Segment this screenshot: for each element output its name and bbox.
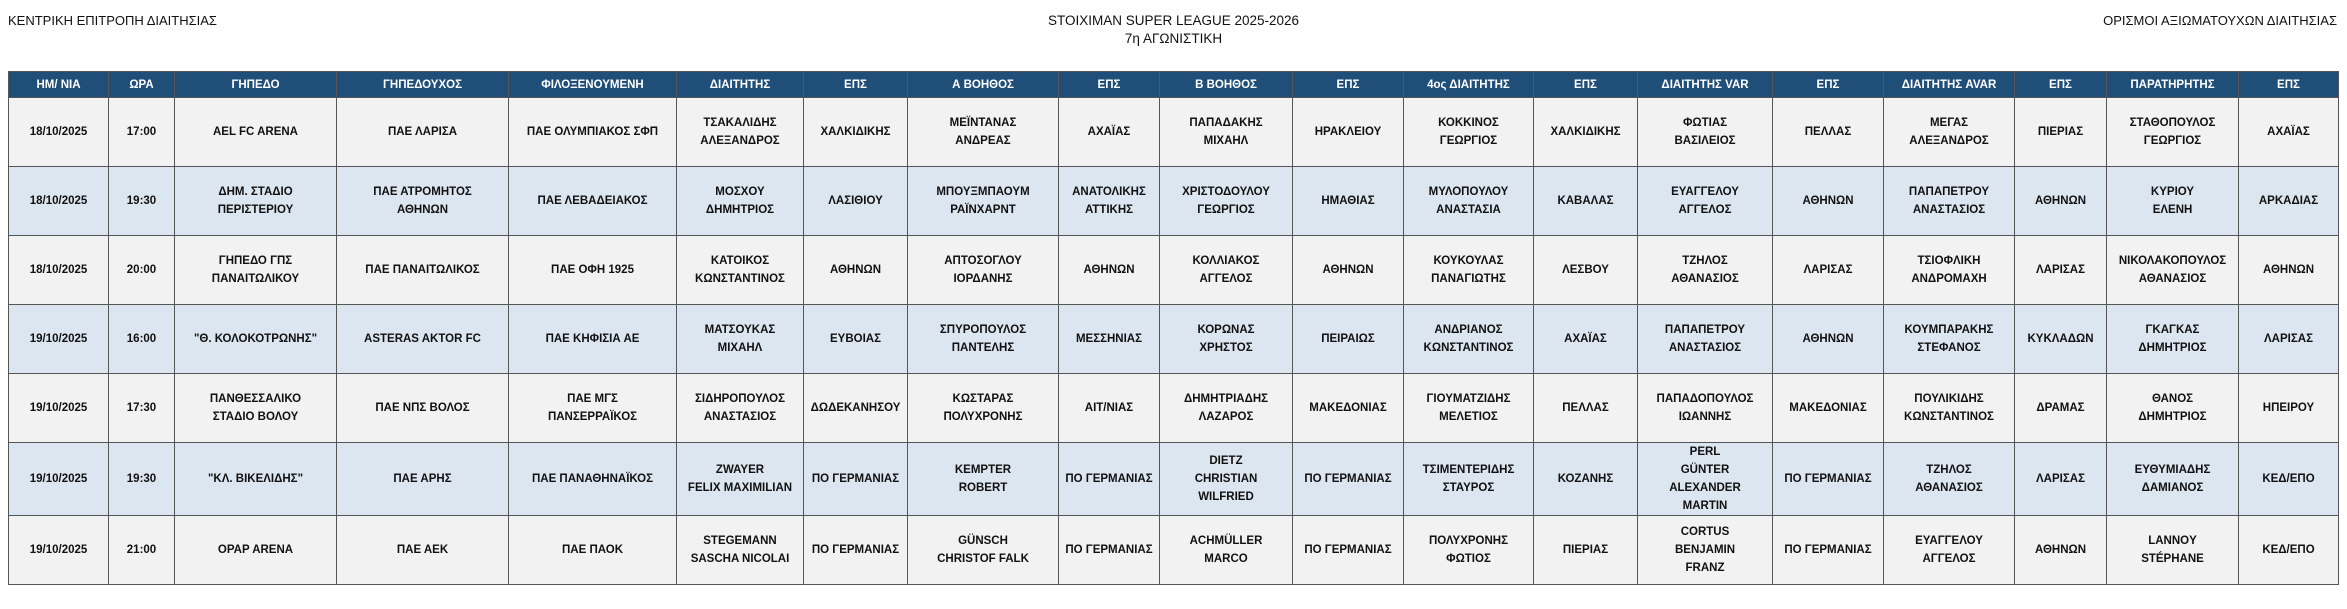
table-cell: ΛΑΡΙΣΑΣ xyxy=(1773,236,1884,305)
table-row xyxy=(9,236,2339,305)
table-cell: ΑΘΗΝΩΝ xyxy=(1773,167,1884,236)
table-cell: ΚΟΚΚΙΝΟΣ ΓΕΩΡΓΙΟΣ xyxy=(1404,98,1534,167)
table-cell: ΚΟΥΜΠΑΡΑΚΗΣ ΣΤΕΦΑΝΟΣ xyxy=(1884,305,2015,374)
table-cell: ΗΜΑΘΙΑΣ xyxy=(1293,167,1404,236)
table-cell: ΠΕΛΛΑΣ xyxy=(1534,374,1638,443)
table-cell: ΑΝΑΤΟΛΙΚΗΣ ΑΤΤΙΚΗΣ xyxy=(1059,167,1160,236)
table-cell: ΤΣΑΚΑΛΙΔΗΣ ΑΛΕΞΑΝΔΡΟΣ xyxy=(677,98,804,167)
table-cell: GÜNSCH CHRISTOF FALK xyxy=(908,516,1059,585)
table-cell: ΦΩΤΙΑΣ ΒΑΣΙΛΕΙΟΣ xyxy=(1638,98,1773,167)
table-cell: 19/10/2025 xyxy=(9,305,109,374)
table-cell: ΠΕΛΛΑΣ xyxy=(1773,98,1884,167)
table-cell: ΑΘΗΝΩΝ xyxy=(2239,236,2339,305)
table-cell: PERL GÜNTER ALEXANDER MARTIN xyxy=(1638,443,1773,516)
table-cell: 19:30 xyxy=(109,443,175,516)
table-cell: ΠΟ ΓΕΡΜΑΝΙΑΣ xyxy=(1059,516,1160,585)
table-cell: ΘΑΝΟΣ ΔΗΜΗΤΡΙΟΣ xyxy=(2107,374,2239,443)
table-cell: ΓΗΠΕΔΟ ΓΠΣ ΠΑΝΑΙΤΩΛΙΚΟΥ xyxy=(175,236,337,305)
league-title: STOIXIMAN SUPER LEAGUE 2025-2026 xyxy=(1047,13,1300,28)
table-cell: ΧΑΛΚΙΔΙΚΗΣ xyxy=(1534,98,1638,167)
column-header: ΗΜ/ ΝΙΑ xyxy=(9,72,109,98)
table-cell: ΤΖΗΛΟΣ ΑΘΑΝΑΣΙΟΣ xyxy=(1884,443,2015,516)
table-cell: ΜΕΪΝΤΑΝΑΣ ΑΝΔΡΕΑΣ xyxy=(908,98,1059,167)
table-row xyxy=(9,443,2339,516)
table-cell: 19/10/2025 xyxy=(9,516,109,585)
table-cell: ΑΙΤ/ΝΙΑΣ xyxy=(1059,374,1160,443)
column-header: ΕΠΣ xyxy=(1059,72,1160,98)
table-cell: KEMPTER ROBERT xyxy=(908,443,1059,516)
document-type-label: ΟΡΙΣΜΟΙ ΑΞΙΩΜΑΤΟΥΧΩΝ ΔΙΑΙΤΗΣΙΑΣ xyxy=(2103,13,2337,28)
table-cell: ACHMÜLLER MARCO xyxy=(1160,516,1293,585)
table-cell: 18/10/2025 xyxy=(9,98,109,167)
table-cell: ΠΑΕ ΑΤΡΟΜΗΤΟΣ ΑΘΗΝΩΝ xyxy=(337,167,509,236)
column-header: ΕΠΣ xyxy=(1773,72,1884,98)
table-cell: ΜΥΛΟΠΟΥΛΟΥ ΑΝΑΣΤΑΣΙΑ xyxy=(1404,167,1534,236)
table-cell: ΝΙΚΟΛΑΚΟΠΟΥΛΟΣ ΑΘΑΝΑΣΙΟΣ xyxy=(2107,236,2239,305)
table-cell: ΠΑΕ ΛΑΡΙΣΑ xyxy=(337,98,509,167)
table-cell: ΠΟ ΓΕΡΜΑΝΙΑΣ xyxy=(1773,516,1884,585)
table-cell: ΣΙΔΗΡΟΠΟΥΛΟΣ ΑΝΑΣΤΑΣΙΟΣ xyxy=(677,374,804,443)
table-cell: ΛΕΣΒΟΥ xyxy=(1534,236,1638,305)
column-header: ΓΗΠΕΔΟΥΧΟΣ xyxy=(337,72,509,98)
column-header: ΩΡΑ xyxy=(109,72,175,98)
table-cell: ΔΗΜΗΤΡΙΑΔΗΣ ΛΑΖΑΡΟΣ xyxy=(1160,374,1293,443)
table-cell: ΑΘΗΝΩΝ xyxy=(1293,236,1404,305)
table-cell: DIETZ CHRISTIAN WILFRIED xyxy=(1160,443,1293,516)
table-cell: ΚΟΡΩΝΑΣ ΧΡΗΣΤΟΣ xyxy=(1160,305,1293,374)
table-row xyxy=(9,98,2339,167)
table-cell: ΠΟ ΓΕΡΜΑΝΙΑΣ xyxy=(1059,443,1160,516)
table-cell: ΠΟ ΓΕΡΜΑΝΙΑΣ xyxy=(1293,443,1404,516)
table-cell: ΚΑΤΟΙΚΟΣ ΚΩΝΣΤΑΝΤΙΝΟΣ xyxy=(677,236,804,305)
table-cell: "ΚΛ. ΒΙΚΕΛΙΔΗΣ" xyxy=(175,443,337,516)
table-cell: ASTERAS AKTOR FC xyxy=(337,305,509,374)
column-header: ΔΙΑΙΤΗΤΗΣ VAR xyxy=(1638,72,1773,98)
table-cell: ΠΑΕ ΟΛΥΜΠΙΑΚΟΣ ΣΦΠ xyxy=(509,98,677,167)
table-cell: ΠΑΠΑΔΑΚΗΣ ΜΙΧΑΗΛ xyxy=(1160,98,1293,167)
table-cell: ΧΡΙΣΤΟΔΟΥΛΟΥ ΓΕΩΡΓΙΟΣ xyxy=(1160,167,1293,236)
table-cell: ΠΙΕΡΙΑΣ xyxy=(2015,98,2107,167)
table-cell: ΠΑΠΑΠΕΤΡΟΥ ΑΝΑΣΤΑΣΙΟΣ xyxy=(1884,167,2015,236)
page-title-block xyxy=(0,12,2347,48)
table-cell: ΔΡΑΜΑΣ xyxy=(2015,374,2107,443)
table-cell: ΗΠΕΙΡΟΥ xyxy=(2239,374,2339,443)
table-cell: ΔΩΔΕΚΑΝΗΣΟΥ xyxy=(804,374,908,443)
referee-assignments-table xyxy=(8,71,2339,585)
table-cell: ΑΘΗΝΩΝ xyxy=(2015,516,2107,585)
table-cell: ΑΘΗΝΩΝ xyxy=(2015,167,2107,236)
table-cell: ΗΡΑΚΛΕΙΟΥ xyxy=(1293,98,1404,167)
table-row xyxy=(9,305,2339,374)
matchday-subtitle: 7η ΑΓΩΝΙΣΤΙΚΗ xyxy=(1124,31,1223,46)
table-row xyxy=(9,167,2339,236)
table-cell: ΠΙΕΡΙΑΣ xyxy=(1534,516,1638,585)
table-row xyxy=(9,516,2339,585)
table-cell: ΑΧΑΪΑΣ xyxy=(1059,98,1160,167)
table-cell: ΠΟ ΓΕΡΜΑΝΙΑΣ xyxy=(1293,516,1404,585)
table-cell: ΠΑΕ ΠΑΝΑΙΤΩΛΙΚΟΣ xyxy=(337,236,509,305)
table-cell: 19/10/2025 xyxy=(9,443,109,516)
table-cell: 16:00 xyxy=(109,305,175,374)
table-cell: ΠΑΕ ΟΦΗ 1925 xyxy=(509,236,677,305)
table-cell: ΚΕΔ/ΕΠΟ xyxy=(2239,516,2339,585)
table-cell: ΚΟΖΑΝΗΣ xyxy=(1534,443,1638,516)
table-cell: ΚΟΥΚΟΥΛΑΣ ΠΑΝΑΓΙΩΤΗΣ xyxy=(1404,236,1534,305)
table-cell: ΠΟ ΓΕΡΜΑΝΙΑΣ xyxy=(1773,443,1884,516)
table-cell: 20:00 xyxy=(109,236,175,305)
table-cell: ΑΘΗΝΩΝ xyxy=(1059,236,1160,305)
table-cell: ΠΕΙΡΑΙΩΣ xyxy=(1293,305,1404,374)
column-header: ΠΑΡΑΤΗΡΗΤΗΣ xyxy=(2107,72,2239,98)
table-cell: ΕΥΒΟΙΑΣ xyxy=(804,305,908,374)
table-cell: "Θ. ΚΟΛΟΚΟΤΡΩΝΗΣ" xyxy=(175,305,337,374)
table-cell: ΜΕΓΑΣ ΑΛΕΞΑΝΔΡΟΣ xyxy=(1884,98,2015,167)
column-header: ΕΠΣ xyxy=(2015,72,2107,98)
table-cell: ΓΚΑΓΚΑΣ ΔΗΜΗΤΡΙΟΣ xyxy=(2107,305,2239,374)
table-cell: ΚΩΣΤΑΡΑΣ ΠΟΛΥΧΡΟΝΗΣ xyxy=(908,374,1059,443)
table-cell: ΚΟΛΛΙΑΚΟΣ ΑΓΓΕΛΟΣ xyxy=(1160,236,1293,305)
column-header: ΕΠΣ xyxy=(2239,72,2339,98)
table-cell: ΚΑΒΑΛΑΣ xyxy=(1534,167,1638,236)
committee-label: ΚΕΝΤΡΙΚΗ ΕΠΙΤΡΟΠΗ ΔΙΑΙΤΗΣΙΑΣ xyxy=(8,13,217,28)
table-cell: ΚΥΚΛΑΔΩΝ xyxy=(2015,305,2107,374)
table-cell: ΣΤΑΘΟΠΟΥΛΟΣ ΓΕΩΡΓΙΟΣ xyxy=(2107,98,2239,167)
table-cell: ΑΠΤΟΣΟΓΛΟΥ ΙΟΡΔΑΝΗΣ xyxy=(908,236,1059,305)
table-cell: ΤΣΙΜΕΝΤΕΡΙΔΗΣ ΣΤΑΥΡΟΣ xyxy=(1404,443,1534,516)
column-header: Β ΒΟΗΘΟΣ xyxy=(1160,72,1293,98)
table-cell: ΠΑΝΘΕΣΣΑΛΙΚΟ ΣΤΑΔΙΟ ΒΟΛΟΥ xyxy=(175,374,337,443)
table-cell: OPAP ARENA xyxy=(175,516,337,585)
table-cell: ΑΧΑΪΑΣ xyxy=(2239,98,2339,167)
table-cell: AEL FC ARENA xyxy=(175,98,337,167)
table-cell: ΠΟΥΛΙΚΙΔΗΣ ΚΩΝΣΤΑΝΤΙΝΟΣ xyxy=(1884,374,2015,443)
table-cell: 19:30 xyxy=(109,167,175,236)
table-cell: ΧΑΛΚΙΔΙΚΗΣ xyxy=(804,98,908,167)
table-cell: ΑΧΑΪΑΣ xyxy=(1534,305,1638,374)
table-body xyxy=(9,98,2339,585)
column-header: ΔΙΑΙΤΗΤΗΣ AVAR xyxy=(1884,72,2015,98)
table-cell: ΣΠΥΡΟΠΟΥΛΟΣ ΠΑΝΤΕΛΗΣ xyxy=(908,305,1059,374)
table-cell: ΠΑΕ ΜΓΣ ΠΑΝΣΕΡΡΑΪΚΟΣ xyxy=(509,374,677,443)
table-row xyxy=(9,374,2339,443)
table-cell: ΠΟ ΓΕΡΜΑΝΙΑΣ xyxy=(804,443,908,516)
column-header: ΕΠΣ xyxy=(1534,72,1638,98)
table-cell: ΛΑΣΙΘΙΟΥ xyxy=(804,167,908,236)
table-cell: ΠΑΠΑΔΟΠΟΥΛΟΣ ΙΩΑΝΝΗΣ xyxy=(1638,374,1773,443)
table-cell: 19/10/2025 xyxy=(9,374,109,443)
column-header: Α ΒΟΗΘΟΣ xyxy=(908,72,1059,98)
table-cell: STEGEMANN SASCHA NICOLAI xyxy=(677,516,804,585)
table-cell: ΠΑΠΑΠΕΤΡΟΥ ΑΝΑΣΤΑΣΙΟΣ xyxy=(1638,305,1773,374)
table-cell: ΠΑΕ ΛΕΒΑΔΕΙΑΚΟΣ xyxy=(509,167,677,236)
table-cell: 18/10/2025 xyxy=(9,167,109,236)
table-cell: ΠΑΕ ΑΡΗΣ xyxy=(337,443,509,516)
table-cell: ΤΖΗΛΟΣ ΑΘΑΝΑΣΙΟΣ xyxy=(1638,236,1773,305)
table-cell: ΑΝΔΡΙΑΝΟΣ ΚΩΝΣΤΑΝΤΙΝΟΣ xyxy=(1404,305,1534,374)
table-cell: ΠΟΛΥΧΡΟΝΗΣ ΦΩΤΙΟΣ xyxy=(1404,516,1534,585)
table-cell: ΜΑΚΕΔΟΝΙΑΣ xyxy=(1773,374,1884,443)
column-header: 4ος ΔΙΑΙΤΗΤΗΣ xyxy=(1404,72,1534,98)
table-cell: ΔΗΜ. ΣΤΑΔΙΟ ΠΕΡΙΣΤΕΡΙΟΥ xyxy=(175,167,337,236)
table-cell: ΜΕΣΣΗΝΙΑΣ xyxy=(1059,305,1160,374)
table-cell: ΠΑΕ ΚΗΦΙΣΙΑ ΑΕ xyxy=(509,305,677,374)
table-cell: ΜΑΤΣΟΥΚΑΣ ΜΙΧΑΗΛ xyxy=(677,305,804,374)
table-cell: ZWAYER FELIX MAXIMILIAN xyxy=(677,443,804,516)
table-cell: ΑΡΚΑΔΙΑΣ xyxy=(2239,167,2339,236)
table-cell: 17:30 xyxy=(109,374,175,443)
table-cell: CORTUS BENJAMIN FRANZ xyxy=(1638,516,1773,585)
column-header: ΕΠΣ xyxy=(1293,72,1404,98)
table-cell: ΓΙΟΥΜΑΤΖΙΔΗΣ ΜΕΛΕΤΙΟΣ xyxy=(1404,374,1534,443)
table-cell: ΚΕΔ/ΕΠΟ xyxy=(2239,443,2339,516)
table-cell: 18/10/2025 xyxy=(9,236,109,305)
table-header-row xyxy=(9,72,2339,98)
table-cell: ΤΣΙΟΦΛΙΚΗ ΑΝΔΡΟΜΑΧΗ xyxy=(1884,236,2015,305)
table-cell: 17:00 xyxy=(109,98,175,167)
table-cell: ΜΠΟΥΞΜΠΑΟΥΜ ΡΑΪΝΧΑΡΝΤ xyxy=(908,167,1059,236)
table-cell: ΜΑΚΕΔΟΝΙΑΣ xyxy=(1293,374,1404,443)
table-cell: ΕΥΑΓΓΕΛΟΥ ΑΓΓΕΛΟΣ xyxy=(1884,516,2015,585)
table-cell: ΑΘΗΝΩΝ xyxy=(1773,305,1884,374)
table-cell: ΠΑΕ ΠΑΝΑΘΗΝΑΪΚΟΣ xyxy=(509,443,677,516)
table-cell: ΠΟ ΓΕΡΜΑΝΙΑΣ xyxy=(804,516,908,585)
table-cell: ΠΑΕ ΠΑΟΚ xyxy=(509,516,677,585)
table-cell: ΛΑΡΙΣΑΣ xyxy=(2239,305,2339,374)
column-header: ΕΠΣ xyxy=(804,72,908,98)
table-cell: ΠΑΕ ΑΕΚ xyxy=(337,516,509,585)
table-cell: ΕΥΘΥΜΙΑΔΗΣ ΔΑΜΙΑΝΟΣ xyxy=(2107,443,2239,516)
table-cell: 21:00 xyxy=(109,516,175,585)
column-header: ΓΗΠΕΔΟ xyxy=(175,72,337,98)
column-header: ΔΙΑΙΤΗΤΗΣ xyxy=(677,72,804,98)
table-cell: ΠΑΕ ΝΠΣ ΒΟΛΟΣ xyxy=(337,374,509,443)
table-cell: LANNOY STÉPHANE xyxy=(2107,516,2239,585)
table-cell: ΛΑΡΙΣΑΣ xyxy=(2015,443,2107,516)
table-cell: ΛΑΡΙΣΑΣ xyxy=(2015,236,2107,305)
table-cell: ΚΥΡΙΟΥ ΕΛΕΝΗ xyxy=(2107,167,2239,236)
table-cell: ΜΟΣΧΟΥ ΔΗΜΗΤΡΙΟΣ xyxy=(677,167,804,236)
table-cell: ΑΘΗΝΩΝ xyxy=(804,236,908,305)
column-header: ΦΙΛΟΞΕΝΟΥΜΕΝΗ xyxy=(509,72,677,98)
table-cell: ΕΥΑΓΓΕΛΟΥ ΑΓΓΕΛΟΣ xyxy=(1638,167,1773,236)
